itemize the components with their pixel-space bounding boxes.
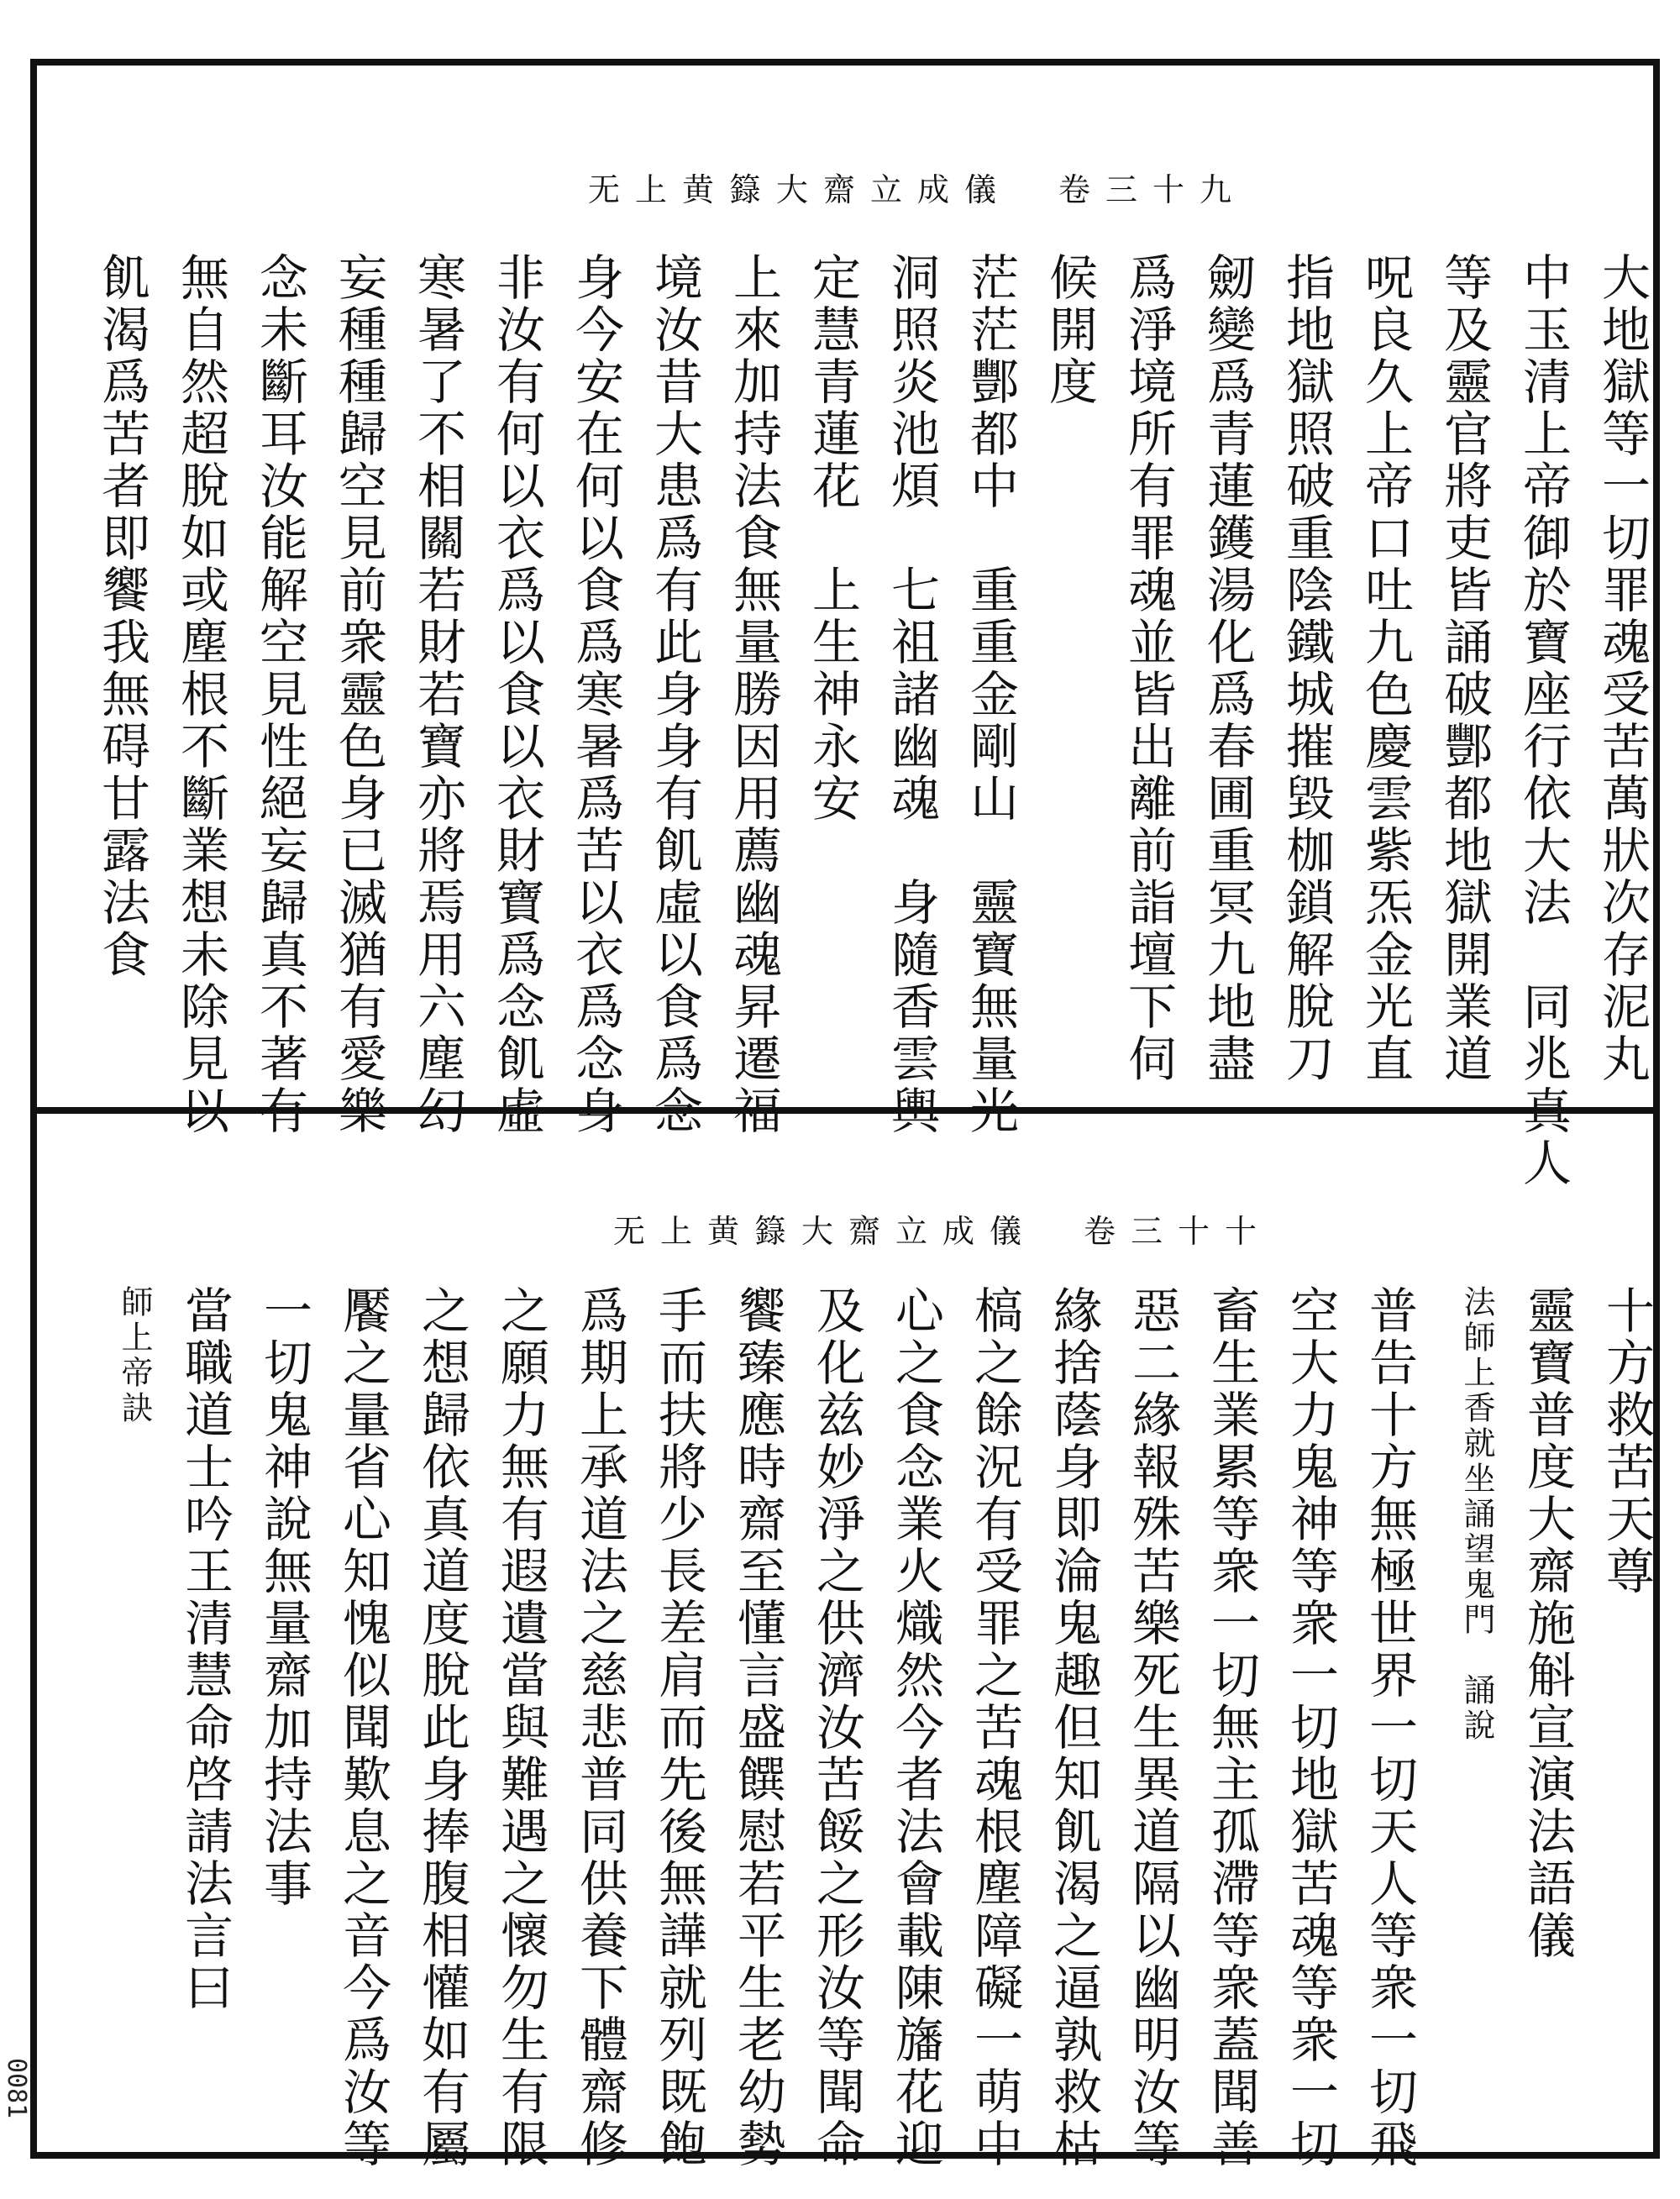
text-column: 妄種種歸空見前衆靈色身已滅猶有愛樂 <box>330 252 387 1137</box>
text-column: 惡二緣報殊苦樂死生異道隔以幽明汝等 <box>1124 1285 1181 2170</box>
text-column: 爲淨境所有罪魂並皆出離前詣壇下伺 <box>1120 252 1177 1085</box>
text-column: 無自然超脫如或塵根不斷業想未除見以 <box>172 252 229 1137</box>
text-column: 十方救苦天尊 <box>1598 1285 1655 1598</box>
text-column: 饜之量省心知愧似聞歎息之音今爲汝等 <box>334 1285 391 2170</box>
text-column: 中玉清上帝御於寶座行依大法 同兆真人 <box>1515 252 1572 1189</box>
page-number: 0081 <box>2 2058 31 2119</box>
text-column: 候開度 <box>1041 252 1098 408</box>
text-column: 定慧青蓮花 上生神永安 <box>804 252 861 825</box>
top-text-panel <box>50 252 1651 1189</box>
text-column: 法師上香就坐誦望鬼門 誦說 <box>1458 1285 1495 1744</box>
text-column: 普告十方無極世界一切天人等衆一切飛 <box>1361 1285 1418 2170</box>
text-column: 之願力無有遐遺當與難遇之懷勿生有限 <box>492 1285 549 2170</box>
text-column: 茫茫酆都中 重重金剛山 靈寶無量光 <box>962 252 1019 1137</box>
text-column: 爲期上承道法之慈悲普同供養下體齋修 <box>571 1285 628 2170</box>
text-column: 寒暑了不相關若財若寶亦將焉用六塵幻 <box>409 252 466 1137</box>
bottom-text-panel <box>55 1285 1655 2170</box>
text-column: 緣捨蔭身即淪鬼趣但知飢渴之逼孰救枯 <box>1045 1285 1102 2170</box>
text-column: 大地獄等一切罪魂受苦萬狀次存泥丸 <box>1593 252 1651 1085</box>
text-column: 一切鬼神說無量齋加持法事 <box>255 1285 312 1910</box>
top-running-header: 无上黄籙大齋立成儀 卷三十九 <box>588 171 1247 208</box>
text-column: 飢渴爲苦者即饗我無碍甘露法食 <box>93 252 150 981</box>
text-column: 槁之餘況有受罪之苦魂根塵障礙一萌中 <box>966 1285 1023 2170</box>
text-column: 指地獄照破重陰鐵城摧毀枷鎖解脫刀 <box>1278 252 1335 1085</box>
text-column: 上來加持法食無量勝因用薦幽魂昇遷福 <box>725 252 782 1137</box>
text-column: 師上帝訣 <box>116 1285 153 1426</box>
text-column: 之想歸依真道度脫此身捧腹相懽如有屬 <box>413 1285 470 2170</box>
text-column: 非汝有何以衣爲以食以衣財寶爲念飢虛 <box>488 252 545 1137</box>
text-column: 空大力鬼神等衆一切地獄苦魂等衆一切 <box>1282 1285 1339 2170</box>
text-column: 呪良久上帝口吐九色慶雲紫炁金光直 <box>1357 252 1414 1085</box>
text-column: 心之食念業火熾然今者法會載陳旛花迎 <box>887 1285 944 2170</box>
text-column: 及化兹妙淨之供濟汝苦餒之形汝等聞命 <box>808 1285 865 2170</box>
text-column: 靈寶普度大齋施斛宣演法語儀 <box>1519 1285 1576 1962</box>
text-column: 饗臻應時齋至懂言盛饌慰若平生老幼勢 <box>729 1285 786 2170</box>
text-column: 身今安在何以食爲寒暑爲苦以衣爲念身 <box>567 252 624 1137</box>
text-column: 畜生業累等衆一切無主孤滯等衆蓋聞善 <box>1203 1285 1260 2170</box>
text-column: 手而扶將少長差肩而先後無譁就列既飽 <box>650 1285 707 2170</box>
text-column: 劒變爲青蓮鑊湯化爲春圃重冥九地盡 <box>1199 252 1256 1085</box>
text-column: 念未斷耳汝能解空見性絕妄歸真不著有 <box>251 252 308 1137</box>
text-column: 等及靈官將吏皆誦破酆都地獄開業道 <box>1436 252 1493 1085</box>
text-column: 境汝昔大患爲有此身身有飢虛以食爲念 <box>646 252 703 1137</box>
text-column: 洞照炎池煩 七祖諸幽魂 身隨香雲輿 <box>883 252 940 1137</box>
text-column: 當職道士吟王清慧命啓請法言曰 <box>176 1285 234 2014</box>
bottom-running-header: 无上黄籙大齋立成儀 卷三十十 <box>613 1213 1273 1250</box>
